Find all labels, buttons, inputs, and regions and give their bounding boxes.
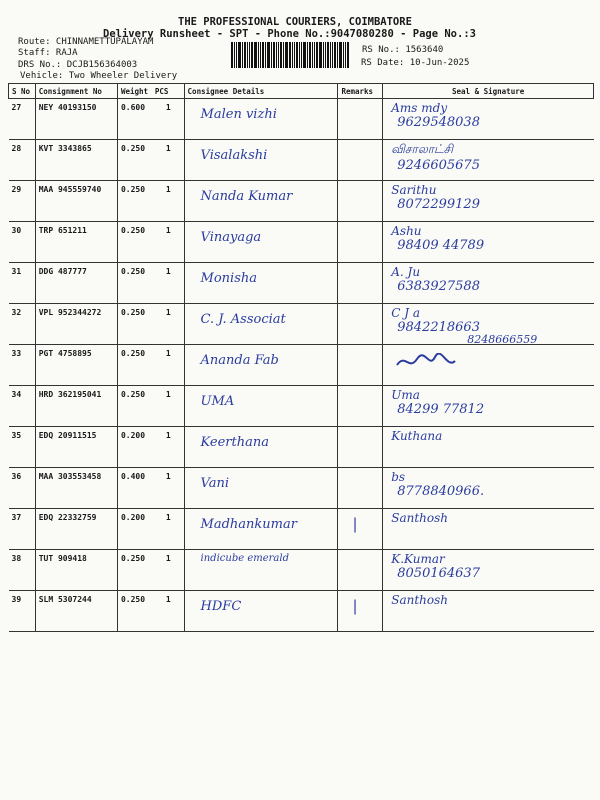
col-pcs: PCS: [152, 84, 184, 99]
barcode-bar: [345, 42, 346, 68]
row-pcs: 1: [152, 304, 184, 345]
signature-handwriting: [391, 142, 480, 173]
table-row: [9, 345, 594, 386]
row-consignment-no: MAA 303553458: [35, 468, 117, 509]
barcode-bar: [303, 42, 306, 68]
row-consignment-no: KVT 3343865: [35, 140, 117, 181]
row-sno: 37: [9, 509, 36, 550]
row-consignment-no: TUT 909418: [35, 550, 117, 591]
row-remarks: [338, 468, 383, 509]
table-row: [9, 99, 594, 140]
signature-handwriting: [391, 265, 480, 294]
signature-name: Sarithu: [391, 183, 437, 197]
barcode: [231, 42, 354, 68]
runsheet-table: [8, 83, 594, 632]
barcode-bar: [258, 42, 259, 68]
col-sno: S No: [9, 84, 36, 99]
row-consignee-details: [184, 181, 338, 222]
col-consignee: Consignee Details: [184, 84, 338, 99]
row-pcs: 1: [152, 181, 184, 222]
signature-name: Kuthana: [391, 429, 443, 443]
barcode-bar: [238, 42, 241, 68]
row-consignee-details: [184, 263, 338, 304]
row-weight: 0.200: [117, 427, 151, 468]
table-header-row: [9, 84, 594, 99]
signature-phone: 8248666559: [467, 333, 538, 346]
remark-mark: |: [352, 597, 358, 615]
row-consignment-no: SLM 5307244: [35, 591, 117, 632]
row-sno: 36: [9, 468, 36, 509]
signature-name: K.Kumar: [391, 552, 445, 566]
row-consignment-no: DDG 487777: [35, 263, 117, 304]
row-signature: [383, 386, 594, 427]
barcode-bar: [249, 42, 250, 68]
signature-handwriting: [391, 552, 480, 581]
row-pcs: 1: [152, 427, 184, 468]
row-consignment-no: HRD 362195041: [35, 386, 117, 427]
row-remarks: [338, 345, 383, 386]
row-consignee-details: [184, 591, 338, 632]
row-consignment-no: EDQ 22332759: [35, 509, 117, 550]
row-signature: [383, 181, 594, 222]
table-row: [9, 222, 594, 263]
table-row: [9, 509, 594, 550]
signature-phone: 9246605675: [397, 158, 480, 173]
signature-handwriting: [391, 470, 484, 499]
row-remarks: [338, 222, 383, 263]
route-label: Route: CHINNAMETTUPALAYAM: [18, 37, 154, 47]
row-signature: [383, 591, 594, 632]
row-pcs: 1: [152, 263, 184, 304]
barcode-bar: [244, 42, 246, 68]
row-consignment-no: EDQ 20911515: [35, 427, 117, 468]
row-remarks: [338, 181, 383, 222]
signature-phone: 98409 44789: [397, 238, 485, 253]
row-remarks: [338, 591, 383, 632]
row-remarks: [338, 263, 383, 304]
row-consignee-details: [184, 386, 338, 427]
row-sno: 33: [9, 345, 36, 386]
col-signature: Seal & Signature: [383, 84, 594, 99]
consignee-handwriting: Monisha: [200, 271, 258, 286]
row-pcs: 1: [152, 386, 184, 427]
row-remarks: [338, 304, 383, 345]
runsheet-subtitle: Delivery Runsheet - SPT - Phone No.:9047080280 - Page No.:3: [103, 28, 476, 40]
row-weight: 0.250: [117, 386, 151, 427]
signature-phone: 8072299129: [397, 197, 480, 212]
row-consignee-details: [184, 427, 338, 468]
signature-name: விசாலாட்சி: [391, 142, 453, 156]
consignee-handwriting: Ananda Fab: [200, 353, 279, 368]
barcode-bar: [260, 42, 261, 68]
row-signature: [383, 263, 594, 304]
barcode-bar: [265, 42, 266, 68]
vehicle-label: Vehicle: Two Wheeler Delivery: [20, 71, 178, 81]
table-row: [9, 263, 594, 304]
row-sno: 27: [9, 99, 36, 140]
row-signature: [383, 333, 594, 386]
table-row: [9, 140, 594, 181]
barcode-bar: [278, 42, 279, 68]
table-row: [9, 181, 594, 222]
row-pcs: 1: [152, 591, 184, 632]
row-consignment-no: NEY 40193150: [35, 99, 117, 140]
barcode-bar: [283, 42, 284, 68]
staff-label: Staff: RAJA: [18, 48, 78, 58]
row-weight: 0.250: [117, 550, 151, 591]
row-signature: [383, 468, 594, 509]
row-sno: 39: [9, 591, 36, 632]
signature-name: C J a: [391, 306, 421, 320]
consignee-handwriting: Madhankumar: [200, 517, 297, 532]
signature-phone: 9842218663: [397, 320, 480, 335]
barcode-bar: [231, 42, 233, 68]
barcode-bar: [339, 42, 342, 68]
barcode-bar: [254, 42, 257, 68]
row-remarks: [338, 386, 383, 427]
barcode-bar: [337, 42, 338, 68]
signature-handwriting: [391, 101, 480, 130]
signature-handwriting: [391, 306, 480, 335]
row-weight: 0.250: [117, 222, 151, 263]
barcode-bar: [242, 42, 243, 68]
signature-phone: 9629548038: [397, 115, 480, 130]
barcode-bar: [299, 42, 300, 68]
barcode-bar: [234, 42, 235, 68]
row-sno: 29: [9, 181, 36, 222]
consignee-handwriting: Vani: [200, 476, 230, 491]
consignee-handwriting: Nanda Kumar: [200, 189, 293, 204]
signature-handwriting: [391, 511, 448, 525]
barcode-bar: [309, 42, 311, 68]
barcode-bar: [301, 42, 302, 68]
row-pcs: 1: [152, 509, 184, 550]
barcode-bar: [343, 42, 344, 68]
row-weight: 0.250: [117, 140, 151, 181]
row-weight: 0.600: [117, 99, 151, 140]
signature-name: A. Ju: [391, 265, 421, 279]
signature-phone: 84299 77812: [397, 402, 485, 417]
row-signature: [383, 222, 594, 263]
signature-phone: 8050164637: [397, 566, 480, 581]
barcode-bar: [307, 42, 308, 68]
row-sno: 30: [9, 222, 36, 263]
row-pcs: 1: [152, 550, 184, 591]
row-signature: [383, 550, 594, 591]
barcode-bar: [323, 42, 324, 68]
col-consignment: Consignment No: [35, 84, 117, 99]
table-row: [9, 427, 594, 468]
barcode-bar: [316, 42, 318, 68]
signature-name: Santhosh: [391, 511, 449, 525]
row-consignment-no: PGT 4758895: [35, 345, 117, 386]
table-row: [9, 468, 594, 509]
table-row: [9, 591, 594, 632]
barcode-bar: [267, 42, 270, 68]
row-consignee-details: [184, 550, 338, 591]
row-pcs: 1: [152, 222, 184, 263]
consignee-handwriting: HDFC: [200, 599, 242, 614]
row-signature: [383, 427, 594, 468]
row-weight: 0.250: [117, 181, 151, 222]
signature-handwriting: [391, 593, 448, 607]
row-remarks: [338, 140, 383, 181]
row-pcs: 1: [152, 345, 184, 386]
consignee-handwriting: Visalakshi: [200, 148, 268, 163]
consignee-handwriting: Vinayaga: [200, 230, 262, 245]
barcode-bar: [334, 42, 336, 68]
consignee-handwriting: indicube emerald: [200, 553, 289, 564]
signature-name: Uma: [391, 388, 420, 402]
barcode-bar: [236, 42, 237, 68]
col-weight: Weight: [117, 84, 151, 99]
row-consignment-no: TRP 651211: [35, 222, 117, 263]
row-pcs: 1: [152, 99, 184, 140]
barcode-bar: [285, 42, 288, 68]
signature-name: Ashu: [391, 224, 422, 238]
barcode-bar: [262, 42, 264, 68]
signature-handwriting: [391, 388, 484, 417]
row-weight: 0.250: [117, 345, 151, 386]
table-row: [9, 386, 594, 427]
barcode-bar: [276, 42, 277, 68]
signature-phone: 8778840966.: [397, 484, 485, 499]
barcode-bar: [292, 42, 293, 68]
row-consignee-details: [184, 468, 338, 509]
row-weight: 0.250: [117, 263, 151, 304]
signature-handwriting: [391, 183, 480, 212]
row-remarks: [338, 550, 383, 591]
row-weight: 0.250: [117, 591, 151, 632]
row-signature: [383, 99, 594, 140]
signature-name: Santhosh: [391, 593, 449, 607]
signature-scribble: [395, 353, 505, 371]
row-weight: 0.200: [117, 509, 151, 550]
barcode-bar: [314, 42, 315, 68]
row-consignee-details: [184, 140, 338, 181]
barcode-bar: [251, 42, 253, 68]
barcode-bar: [247, 42, 248, 68]
row-sno: 38: [9, 550, 36, 591]
rs-number: RS No.: 1563640: [362, 45, 444, 55]
row-remarks: [338, 99, 383, 140]
barcode-bar: [319, 42, 322, 68]
drs-number: DRS No.: DCJB156364003: [18, 60, 138, 70]
company-title: THE PROFESSIONAL COURIERS, COIMBATORE: [178, 16, 412, 28]
row-sno: 35: [9, 427, 36, 468]
consignee-handwriting: Keerthana: [200, 435, 269, 450]
col-remarks: Remarks: [338, 84, 383, 99]
row-weight: 0.250: [117, 304, 151, 345]
signature-name: bs: [391, 470, 406, 484]
row-signature: [383, 140, 594, 181]
signature-handwriting: [391, 224, 484, 253]
row-sno: 31: [9, 263, 36, 304]
barcode-bar: [312, 42, 313, 68]
row-signature: [383, 509, 594, 550]
consignee-handwriting: Malen vizhi: [200, 107, 277, 122]
row-sno: 34: [9, 386, 36, 427]
barcode-bar: [330, 42, 331, 68]
table-row: [9, 550, 594, 591]
row-pcs: 1: [152, 140, 184, 181]
signature-handwriting: [391, 429, 442, 443]
barcode-bar: [271, 42, 272, 68]
barcode-bar: [280, 42, 282, 68]
consignee-handwriting: C. J. Associat: [200, 312, 286, 327]
barcode-bar: [273, 42, 275, 68]
row-pcs: 1: [152, 468, 184, 509]
row-sno: 32: [9, 304, 36, 345]
remark-mark: |: [352, 515, 358, 533]
row-consignee-details: [184, 99, 338, 140]
barcode-bar: [332, 42, 333, 68]
row-consignee-details: [184, 509, 338, 550]
barcode-bar: [296, 42, 298, 68]
row-consignee-details: [184, 222, 338, 263]
barcode-bar: [294, 42, 295, 68]
row-weight: 0.400: [117, 468, 151, 509]
row-remarks: [338, 509, 383, 550]
barcode-bar: [289, 42, 291, 68]
consignee-handwriting: UMA: [200, 394, 235, 409]
signature-phone: 6383927588: [397, 279, 480, 294]
row-consignee-details: [184, 304, 338, 345]
barcode-bar: [325, 42, 326, 68]
barcode-bar: [327, 42, 329, 68]
rs-date: RS Date: 10-Jun-2025: [361, 58, 470, 68]
row-consignment-no: VPL 952344272: [35, 304, 117, 345]
row-consignee-details: [184, 345, 338, 386]
barcode-bar: [347, 42, 349, 68]
row-remarks: [338, 427, 383, 468]
row-consignment-no: MAA 945559740: [35, 181, 117, 222]
signature-name: Ams mdy: [391, 101, 448, 115]
row-sno: 28: [9, 140, 36, 181]
